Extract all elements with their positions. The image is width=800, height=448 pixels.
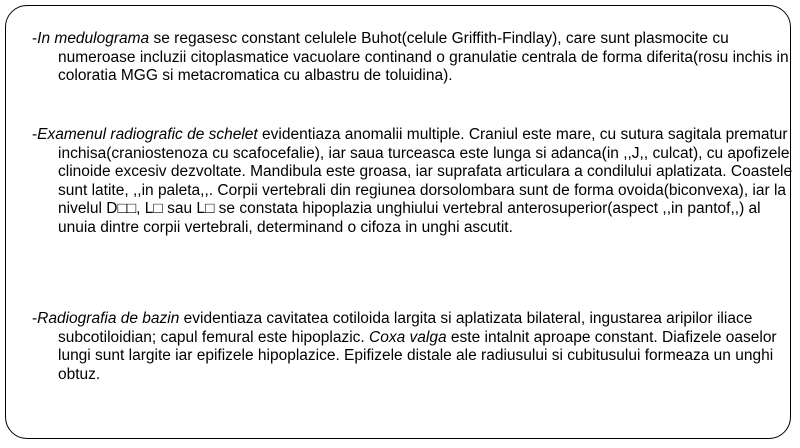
paragraph-dash: - [32,126,38,143]
paragraph-lead-term: In medulograma [37,30,150,47]
paragraph-dash: - [32,310,38,327]
paragraph-radiografia-bazin [32,310,793,384]
paragraph-body-part-a: evidentiaza cavitatea cotiloida largita si aplatizata bilateral, ingustarea aripilor iliace subcotiloidian; capul femural este hipoplazic. [58,310,753,346]
paragraph-body: se regasesc constant celulele Buhot(celule Griffith-Findlay), care sunt plasmocite cu numeroase incluzii citoplasmatice vacuolare continand o granulatie centrala de forma diferita(rosu inchis in coloratia MGG si metacromatica cu albastru de toluidina). [58,30,789,84]
paragraph-italic-term: Coxa valga [369,328,447,346]
paragraph-dash: - [32,30,38,47]
paragraph-radiografic-schelet [32,126,793,237]
paragraph-medulograma [32,30,793,86]
paragraph-body-part-b: este intalnit aproape constant. Diafizele oaselor lungi sunt largite iar epifizele hipoplazice. Epifizele distale ale radiusului si cubitusului formeaza un unghi obtuz. [58,328,777,383]
paragraph-lead-term: Radiografia de bazin [37,310,180,327]
paragraph-lead-term: Examenul radiografic de schelet [37,126,258,143]
paragraph-body: evidentiaza anomalii multiple. Craniul este mare, cu sutura sagitala prematur inchisa(craniostenoza cu scafocefalie), iar saua turceasca este lunga si adanca(in ,,J,, culcat), cu apofizele clinoide excesiv dezvoltate. Mandibula este groasa, iar suprafata articulara a condilului aplatizata. Coastele sunt latite, ,,in paleta,,. Corpii vertebrali din regiunea dorsolombara sunt de forma ovoida(biconvexa), iar la nivelul D□□, L□ sau L□ se constata hipoplazia unghiului vertebral anterosuperior(aspect ,,in pantof,,) al unuia dintre corpii vertebrali, determinand o cifoza in unghi ascutit. [58,126,793,236]
